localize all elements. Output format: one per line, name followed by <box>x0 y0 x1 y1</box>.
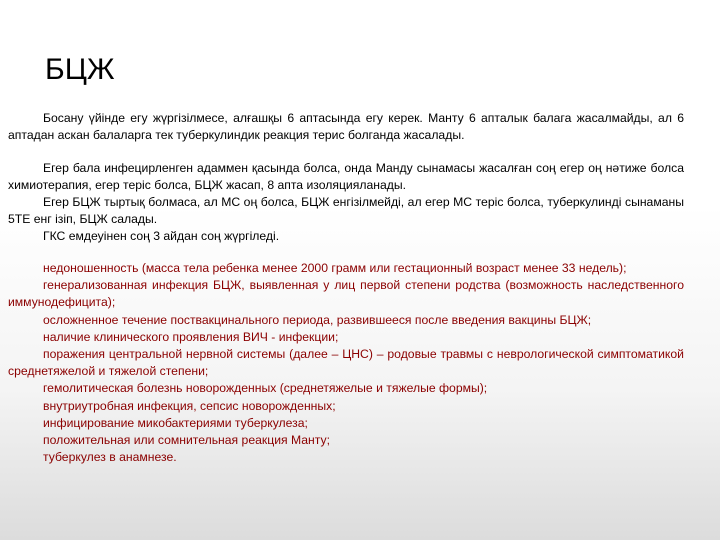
paragraph: ГКС емдеуінен соң 3 айдан соң жүргіледі. <box>43 229 280 243</box>
list-item: положительная или сомнительная реакция Манту; <box>43 433 330 448</box>
paragraph: Егер БЦЖ тыртық болмаса, ал МС оң болса, БЦЖ енгізілмейді, ал егер МС теріс болса, туберкулинді сынаманы 5ТЕ енг ізіп, БЦЖ салады. <box>8 195 684 226</box>
paragraph: Босану үйінде егу жүргізілмесе, алғашқы 6 аптасында егу керек. Манту 6 апталык балага жасалмайды, ал 6 аптадан аскан балаларга тек туберкулиндик реакция терис болганда жасалады. <box>8 111 684 142</box>
slide-title: БЦЖ <box>45 53 115 86</box>
list-item: гемолитическая болезнь новорожденных (среднетяжелые и тяжелые формы); <box>43 381 488 396</box>
list-item: недоношенность (масса тела ребенка менее 2000 грамм или гестационный возраст менее 33 недель); <box>43 261 627 275</box>
list-item: генерализованная инфекция БЦЖ, выявленная у лиц первой степени родства (возможность наследственного иммунодефицита); <box>8 278 684 310</box>
contraindications-list <box>8 260 684 466</box>
list-item: туберкулез в анамнезе. <box>43 450 177 465</box>
list-item: инфицирование микобактериями туберкулеза; <box>43 415 308 430</box>
list-item: осложненное течение поствакцинального периода, развившееся после введения вакцины БЦЖ; <box>43 312 592 327</box>
kazakh-text-block-2 <box>8 160 684 245</box>
kazakh-text-block-1 <box>8 110 684 144</box>
paragraph: Егер бала инфецирленген адаммен қасында болса, онда Манду сынамасы жасалған соң егер оң нәтиже болса химиотерапия, егер теріс болса, БЦЖ жасап, 8 апта изоляцияланады. <box>8 161 684 192</box>
list-item: внутриутробная инфекция, сепсис новорожденных; <box>43 398 336 413</box>
list-item: поражения центральной нервной системы (далее – ЦНС) – родовые травмы с неврологической симптоматикой среднетяжелой и тяжелой степени; <box>8 347 684 379</box>
list-item: наличие клинического проявления ВИЧ - инфекции; <box>43 329 339 344</box>
